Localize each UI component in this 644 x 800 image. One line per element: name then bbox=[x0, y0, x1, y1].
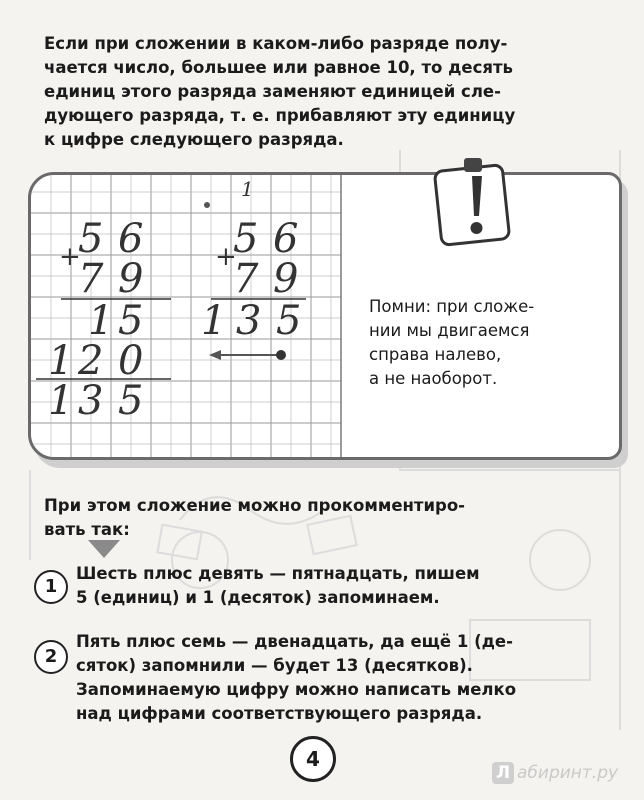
digit: 3 bbox=[236, 298, 262, 344]
digit: 1 bbox=[48, 378, 74, 424]
digit: 5 bbox=[118, 298, 144, 344]
plus-sign: + bbox=[215, 242, 237, 272]
memo-line: а не наоборот. bbox=[369, 369, 498, 388]
digit: 3 bbox=[78, 378, 104, 424]
digit: 1 bbox=[88, 298, 114, 344]
digit: 1 bbox=[48, 338, 74, 384]
step-line: Запоминаемую цифру можно написать мелко bbox=[76, 680, 517, 699]
step-line: сяток) запомнили — будет 13 (десятков). bbox=[76, 656, 473, 675]
plus-sign: + bbox=[59, 242, 81, 272]
step-line: Пять плюс семь — двенадцать, да ещё 1 (де- bbox=[76, 632, 513, 651]
step-number-badge: 2 bbox=[34, 640, 68, 674]
intro-line: единиц этого разряда заменяют единицей сле- bbox=[44, 82, 501, 101]
step-line: 5 (единиц) и 1 (десяток) запоминаем. bbox=[76, 588, 440, 607]
comment-lead bbox=[44, 494, 596, 542]
intro-line: к цифре следующего разряда. bbox=[44, 130, 344, 149]
triangle-marker-icon bbox=[88, 540, 120, 558]
comment-lead-line: вать так: bbox=[44, 520, 130, 539]
intro-line: Если при сложении в каком-либо разряде полу- bbox=[44, 34, 508, 53]
digit: 9 bbox=[273, 256, 299, 302]
memo-line: справа налево, bbox=[369, 345, 502, 364]
digit: 6 bbox=[273, 216, 299, 262]
step-number-badge: 1 bbox=[34, 570, 68, 604]
digit: 1 bbox=[201, 298, 227, 344]
page-number: 4 bbox=[290, 736, 336, 782]
digit: 7 bbox=[233, 256, 259, 302]
digit: 0 bbox=[118, 338, 144, 384]
step-line: над цифрами соответствующего разряда. bbox=[76, 704, 483, 723]
digit: 5 bbox=[276, 298, 302, 344]
intro-line: чается число, большее или равное 10, то десять bbox=[44, 58, 513, 77]
digit: 5 bbox=[78, 216, 104, 262]
comment-lead-line: При этом сложение можно прокомментиро- bbox=[44, 496, 466, 515]
watermark-text: абиринт.ру bbox=[517, 763, 619, 783]
intro-line: дующего разряда, т. е. прибавляют эту единицу bbox=[44, 106, 516, 125]
step-1-text bbox=[76, 562, 606, 610]
digit: 5 bbox=[118, 378, 144, 424]
digit: 5 bbox=[233, 216, 259, 262]
digit: 7 bbox=[78, 256, 104, 302]
example-panel bbox=[28, 172, 622, 460]
digit: 2 bbox=[78, 338, 104, 384]
watermark bbox=[492, 762, 642, 790]
intro-paragraph bbox=[44, 32, 596, 152]
digit: 9 bbox=[118, 256, 144, 302]
step-line: Шесть плюс девять — пятнадцать, пишем bbox=[76, 564, 480, 583]
watermark-logo: Л bbox=[492, 762, 514, 784]
carry-digit: 1 bbox=[241, 177, 254, 201]
memo-line: Помни: при сложе- bbox=[369, 297, 535, 316]
memo-note bbox=[369, 295, 569, 391]
exclamation-icon bbox=[432, 158, 514, 248]
digit: 6 bbox=[118, 216, 144, 262]
memo-line: нии мы двигаемся bbox=[369, 321, 530, 340]
direction-arrow bbox=[209, 350, 286, 360]
step-2-text bbox=[76, 630, 606, 726]
